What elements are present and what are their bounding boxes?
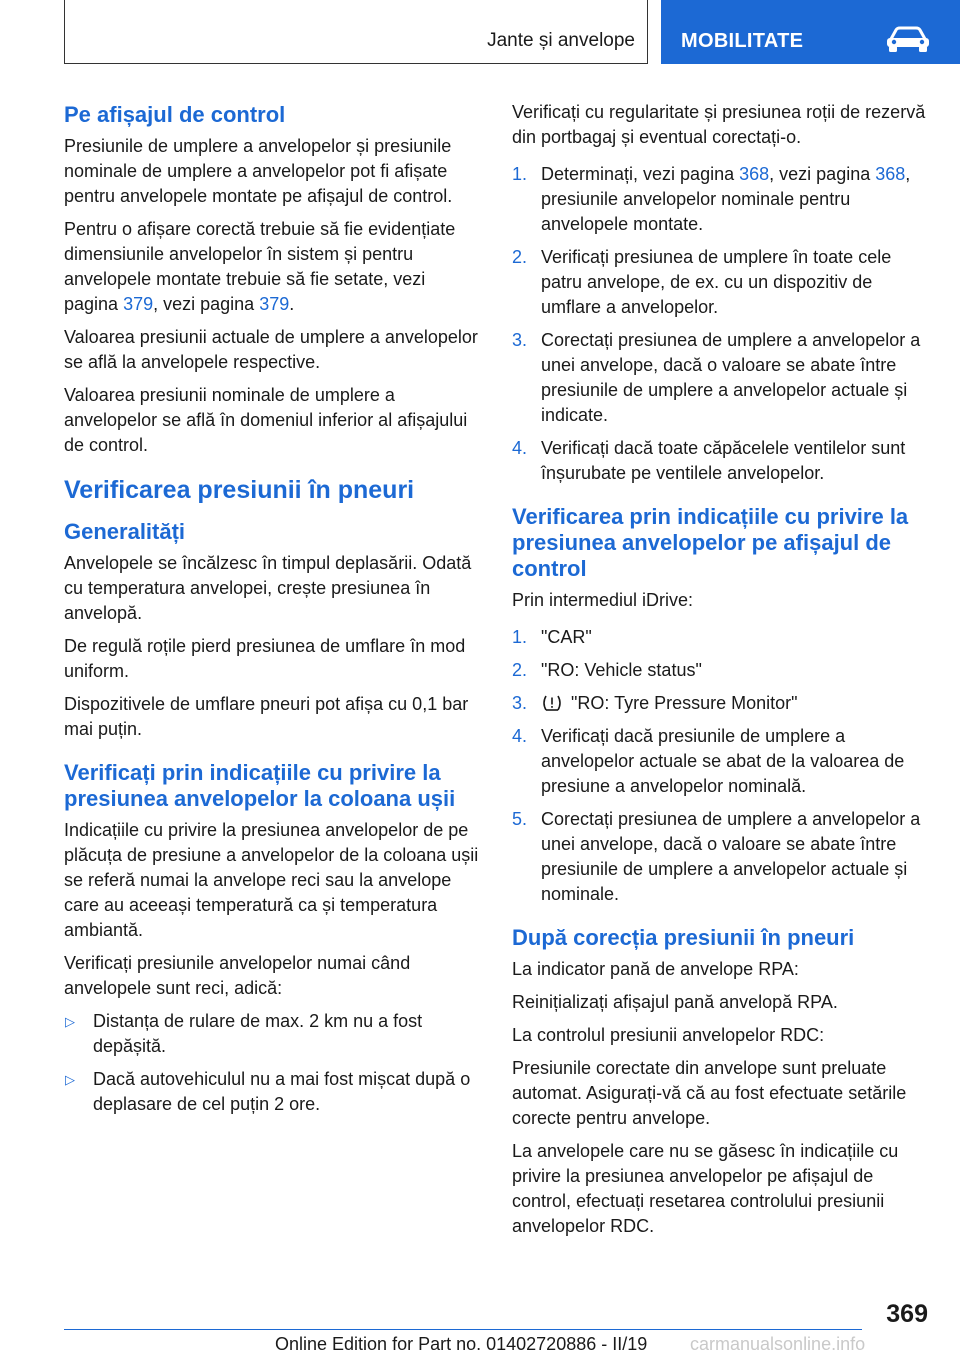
- paragraph: Valoarea presiunii nominale de umplere a anvelopelor se află în domeniul inferior al afișajului de control.: [64, 384, 468, 455]
- paragraph: Anvelopele se încălzesc în timpul deplasării. Odată cu temperatura anvelopei, crește presiunea în anvelopă.: [64, 553, 472, 624]
- right-column: [512, 100, 930, 1247]
- car-icon: [885, 26, 931, 52]
- heading-door-pillar: Verificați prin indicațiile cu privire la presiunea anvelopelor la coloana ușii: [64, 760, 456, 812]
- paragraph: Presiunile corectate din anvelope sunt preluate automat. Asigurați-vă că au fost efectuate setările corecte pentru anvelope.: [512, 1057, 907, 1128]
- heading-general: Generalități: [64, 519, 186, 545]
- page-link[interactable]: 379: [259, 293, 290, 314]
- section-title: Jante și anvelope: [487, 30, 635, 51]
- steps-list: [512, 162, 930, 486]
- paragraph: Prin intermediul iDrive:: [512, 589, 694, 610]
- paragraph: Presiunile de umplere a anvelopelor și presiunile nominale de umplere a anvelopelor pot fi afișate pentru anvelopele montate pe afișajul de control.: [64, 135, 453, 206]
- paragraph: De regulă roțile pierd presiunea de umflare în mod uniform.: [64, 636, 466, 682]
- footer-divider: [64, 1329, 862, 1330]
- list-item: ▷ Distanța de rulare de max. 2 km nu a fost depășită.: [65, 1011, 423, 1057]
- triangle-bullet-icon: ▷: [65, 1072, 75, 1088]
- list-item: 4. Verificați dacă presiunile de umplere a anvelopelor actuale se abat de la valoarea de presiune a anvelopelor nominală.: [512, 725, 905, 796]
- list-item: 3. Corectați presiunea de umplere a anvelopelor a unei anvelope, dacă o valoare se abate între presiunile de umplere a anvelopelor actuale și indicate.: [512, 330, 921, 425]
- list-item: 1. "CAR": [512, 626, 592, 647]
- list-item: 2. "RO: Vehicle status": [512, 659, 702, 680]
- list-item: 5. Corectați presiunea de umplere a anvelopelor a unei anvelope, dacă o valoare se abate între presiunile de umplere a anvelopelor actuale și nominale.: [512, 808, 921, 904]
- page-link[interactable]: 368: [739, 164, 770, 184]
- list-item: ▷ Dacă autovehiculul nu a mai fost mișcat după o deplasare de cel puțin 2 ore.: [65, 1069, 471, 1115]
- page-link[interactable]: 368: [875, 164, 906, 184]
- header-section-box: [64, 0, 648, 64]
- paragraph: Reinițializați afișajul pană anvelopă RPA.: [512, 991, 838, 1012]
- triangle-bullet-icon: ▷: [65, 1014, 75, 1030]
- chapter-tab[interactable]: [661, 0, 960, 64]
- paragraph: Verificați presiunile anvelopelor numai când anvelopele sunt reci, adică:: [64, 953, 411, 999]
- list-item: 2. Verificați presiunea de umplere în toate cele patru anvelope, de ex. cu un dispozitiv de umflare a anvelopelor.: [512, 247, 892, 317]
- heading-control-display-check: Verificarea prin indicațiile cu privire la presiunea anvelopelor pe afișajul de control: [512, 504, 909, 581]
- paragraph: La indicator pană de anvelope RPA:: [512, 958, 799, 979]
- heading-after-correction: După corecția presiunii în pneuri: [512, 924, 855, 950]
- paragraph: Pentru o afișare corectă trebuie să fie evidențiate dimensiunile anvelopelor în sistem și pentru anvelopele montate trebuie să fie setate, vezi pagina 379, vezi pagina 379.: [64, 218, 456, 314]
- steps-list: [512, 625, 930, 907]
- page-number: 369: [886, 1300, 928, 1328]
- list-item: 1. Determinați, vezi pagina 368, vezi pagina 368, presiunile anvelopelor nominale pentru anvelopele montate.: [512, 164, 911, 234]
- paragraph: La controlul presiunii anvelopelor RDC:: [512, 1024, 825, 1045]
- heading-tyre-pressure-check: Verificarea presiunii în pneuri: [64, 475, 415, 504]
- paragraph: La anvelopele care nu se găsesc în indicațiile cu privire la presiunea anvelopelor pe afișajul de control, efectuați resetarea controlului presiunii anvelopelor RDC.: [512, 1140, 899, 1236]
- page-link[interactable]: 379: [123, 293, 154, 314]
- chapter-tab-label: MOBILITATE: [681, 30, 804, 52]
- paragraph: Verificați cu regularitate și presiunea roții de rezervă din portbagaj și eventual corectați-o.: [512, 102, 926, 147]
- list-item: 3. "RO: Tyre Pressure Monitor": [512, 692, 798, 713]
- left-column: [64, 100, 479, 1125]
- tyre-pressure-warning-icon: [541, 694, 563, 712]
- paragraph: Dispozitivele de umflare pneuri pot afișa cu 0,1 bar mai puțin.: [64, 694, 469, 740]
- paragraph: Valoarea presiunii actuale de umplere a anvelopelor se află la anvelopele respective.: [64, 326, 478, 372]
- list-item: 4. Verificați dacă toate căpăcelele ventilelor sunt înșurubate pe ventilele anvelopelor.: [512, 438, 906, 483]
- bullet-list: [64, 1009, 479, 1117]
- heading-control-display: Pe afișajul de control: [64, 102, 286, 127]
- edition-text: Online Edition for Part no. 01402720886 - II/19: [275, 1334, 648, 1354]
- watermark: carmanualsonline.info: [690, 1334, 866, 1354]
- paragraph: Indicațiile cu privire la presiunea anvelopelor de pe plăcuța de presiune a anvelopelor de la coloana ușii se referă numai la anvelope reci sau la anvelope care au aceeași temperatură ca și temperatura ambiantă.: [64, 820, 479, 941]
